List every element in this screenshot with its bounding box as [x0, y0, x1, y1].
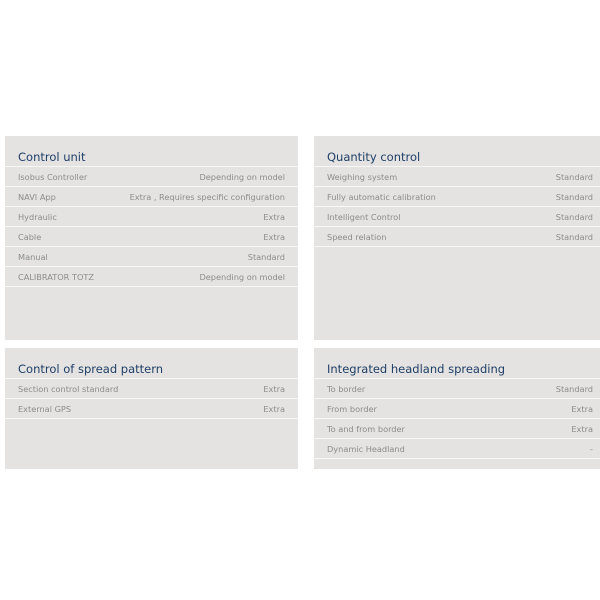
panel-title: Integrated headland spreading: [327, 362, 506, 376]
panel-quantity-control: [314, 136, 600, 340]
spec-row: [314, 166, 600, 186]
spec-value: Extra: [571, 423, 593, 434]
spec-row: [5, 246, 298, 266]
spec-value: Standard: [555, 171, 593, 182]
panel-title: Control unit: [18, 150, 86, 164]
spec-row: [314, 438, 600, 459]
spec-row: [5, 266, 298, 287]
spec-label: CALIBRATOR TOTZ: [18, 271, 95, 282]
spec-label: To border: [327, 383, 366, 394]
spec-label: NAVI App: [18, 191, 56, 202]
spec-label: Weighing system: [327, 171, 398, 182]
spec-label: Fully automatic calibration: [327, 191, 436, 202]
spec-value: -: [590, 443, 593, 454]
spec-value: Standard: [247, 251, 285, 262]
spec-list: [314, 378, 600, 459]
spec-value: Depending on model: [199, 171, 285, 182]
panel-spread-pattern: [5, 348, 298, 469]
spec-label: Hydraulic: [18, 211, 57, 222]
spec-label: Section control standard: [18, 383, 119, 394]
spec-value: Extra: [263, 211, 285, 222]
panel-title: Quantity control: [327, 150, 421, 164]
spec-label: Intelligent Control: [327, 211, 401, 222]
spec-row: [5, 206, 298, 226]
spec-row: [5, 398, 298, 419]
spec-list: [5, 166, 298, 287]
panel-headland-spreading: [314, 348, 600, 469]
panel-title: Control of spread pattern: [18, 362, 164, 376]
spec-value: Standard: [555, 191, 593, 202]
spec-value: Extra: [263, 383, 285, 394]
spec-value: Extra , Requires specific configuration: [129, 191, 285, 202]
spec-value: Standard: [555, 211, 593, 222]
spec-row: [5, 378, 298, 398]
spec-value: Extra: [571, 403, 593, 414]
spec-label: To and from border: [327, 423, 405, 434]
spec-value: Depending on model: [199, 271, 285, 282]
spec-row: [5, 166, 298, 186]
spec-row: [314, 226, 600, 247]
spec-row: [314, 398, 600, 418]
panel-control-unit: [5, 136, 298, 340]
spec-list: [5, 378, 298, 419]
spec-list: [314, 166, 600, 247]
spec-value: Extra: [263, 231, 285, 242]
spec-label: Cable: [18, 231, 42, 242]
spec-label: From border: [327, 403, 377, 414]
spec-label: Dynamic Headland: [327, 443, 405, 454]
spec-row: [314, 206, 600, 226]
spec-value: Standard: [555, 231, 593, 242]
spec-row: [314, 418, 600, 438]
spec-row: [5, 226, 298, 246]
spec-label: Isobus Controller: [18, 171, 88, 182]
spec-row: [314, 186, 600, 206]
spec-label: External GPS: [18, 403, 72, 414]
spec-value: Standard: [555, 383, 593, 394]
spec-label: Speed relation: [327, 231, 387, 242]
spec-row: [314, 378, 600, 398]
spec-row: [5, 186, 298, 206]
spec-label: Manual: [18, 251, 48, 262]
spec-value: Extra: [263, 403, 285, 414]
